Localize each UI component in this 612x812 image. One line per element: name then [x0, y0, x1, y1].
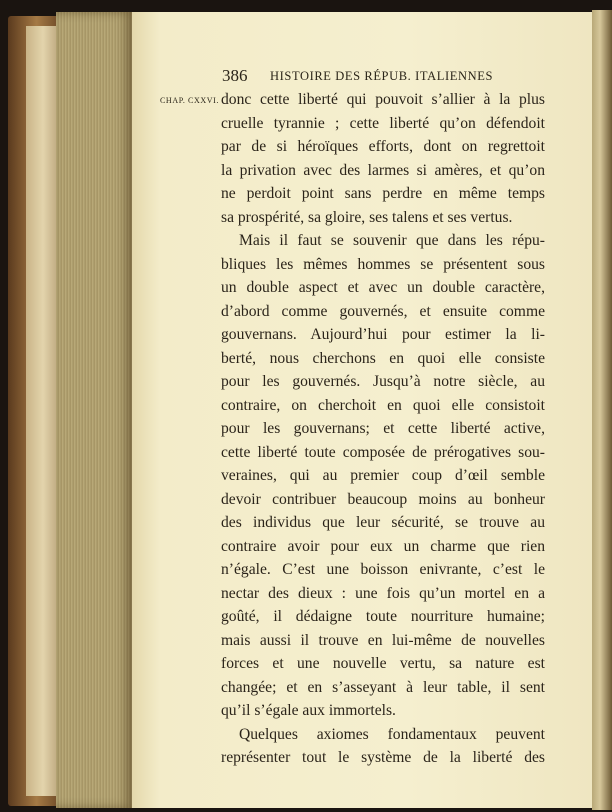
right-page-edge — [592, 10, 612, 810]
text-line: qu’il s’égale aux immortels. — [221, 702, 396, 719]
text-line: veraines, qui au premier coup d’œil semble — [221, 467, 545, 484]
page-header — [222, 66, 552, 90]
text-line: donc cette liberté qui pouvoit s’allier à la plus — [221, 91, 545, 108]
text-line: forces et une nouvelle vertu, sa nature est — [221, 655, 545, 672]
text-line: n’égale. C’est une boisson enivrante, c’est le — [221, 561, 545, 578]
text-line: pour les gouvernés. Jusqu’à notre siècle, au — [221, 373, 545, 390]
text-line: Mais il faut se souvenir que dans les répu- — [239, 232, 545, 249]
text-line: gouvernans. Aujourd’hui pour estimer la li- — [221, 326, 545, 343]
text-line: représenter tout le système de la liberté des — [221, 749, 545, 766]
text-line: d’abord comme gouvernés, et ensuite comme — [221, 302, 545, 320]
text-line: contraire avoir pour eux un charme que rien — [221, 537, 545, 555]
text-line: sa prospérité, sa gloire, ses talens et ses vertus. — [221, 208, 513, 226]
cover-endpaper — [26, 26, 60, 796]
text-line: des individus que leur sécurité, se trouve au — [221, 514, 545, 531]
text-line: pour les gouvernans; et cette liberté active, — [221, 420, 545, 437]
text-line: nectar des dieux : une fois qu’un mortel en a — [221, 584, 545, 602]
text-line: contraire, on cherchoit en quoi elle consistoit — [221, 396, 545, 414]
text-line: cette liberté toute composée de prérogatives sou- — [221, 443, 545, 461]
chapter-sidenote: CHAP. CXXVI. — [160, 96, 219, 105]
text-line: devoir contribuer beaucoup moins au bonheur — [221, 490, 545, 508]
text-line: berté, nous cherchons en quoi elle consiste — [221, 349, 545, 367]
text-line: la privation avec des larmes si amères, et qu’on — [221, 161, 545, 179]
page-number: 386 — [222, 66, 248, 85]
text-line: changée; et en s’asseyant à leur table, il sent — [221, 678, 545, 696]
text-line: ne perdoit point sans perdre en même temps — [221, 185, 545, 202]
text-line: Quelques axiomes fondamentaux peuvent — [239, 725, 545, 743]
text-line: mais aussi il trouve en lui-même de nouvelles — [221, 631, 545, 649]
running-title: HISTOIRE DES RÉPUB. ITALIENNES — [270, 69, 494, 83]
text-line: bliques les mêmes hommes se présentent sous — [221, 255, 545, 273]
text-line: un double aspect et avec un double caractère, — [221, 279, 545, 296]
text-line: goûté, il dédaigne toute nourriture humaine; — [221, 608, 545, 625]
page-edges — [56, 12, 132, 808]
text-line: cruelle tyrannie ; cette liberté qu’on défendoit — [221, 114, 545, 132]
text-line: par de si héroïques efforts, dont on regrettoit — [221, 138, 545, 155]
